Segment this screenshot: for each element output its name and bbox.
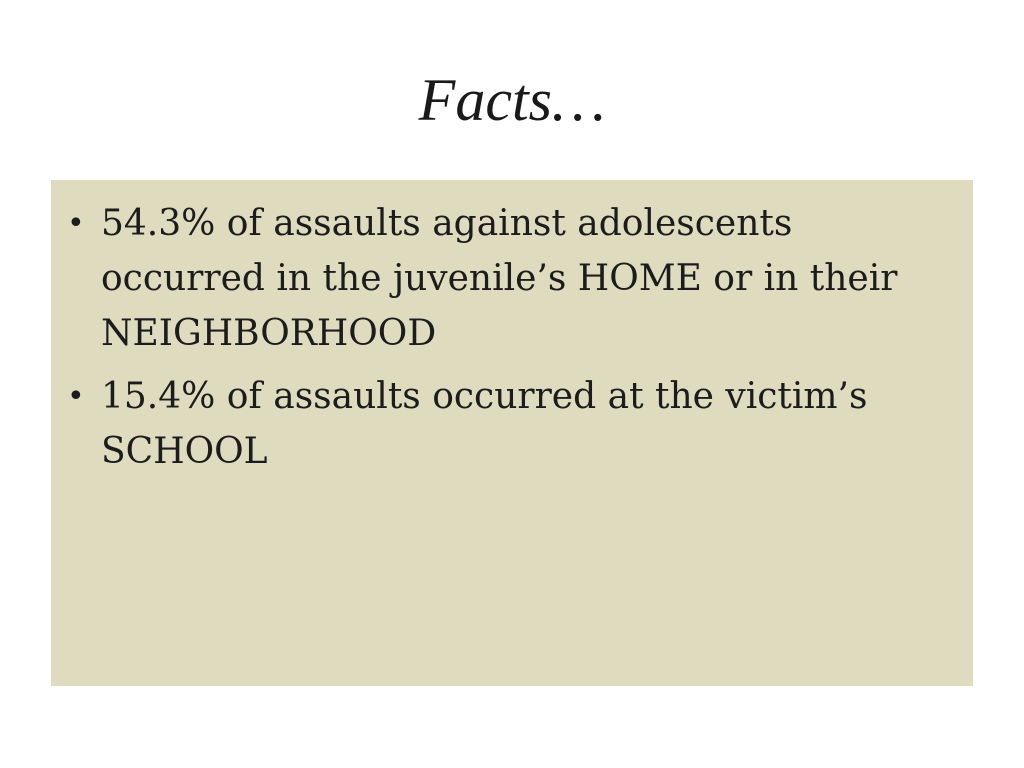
bullet-item-assaults-home	[63, 196, 943, 361]
bullet-text: 54.3% of assaults against adolescents occurred in the juvenile’s HOME or in their NEIGHBORHOOD	[101, 203, 898, 354]
bullet-dot-icon: •	[67, 206, 85, 241]
content-box	[51, 180, 973, 686]
bullet-item-assaults-school	[63, 369, 943, 479]
slide-title: Facts…	[418, 67, 606, 133]
bullet-dot-icon: •	[67, 379, 85, 414]
bullet-text: 15.4% of assaults occurred at the victim’s SCHOOL	[101, 376, 868, 472]
bullet-list	[63, 196, 943, 479]
